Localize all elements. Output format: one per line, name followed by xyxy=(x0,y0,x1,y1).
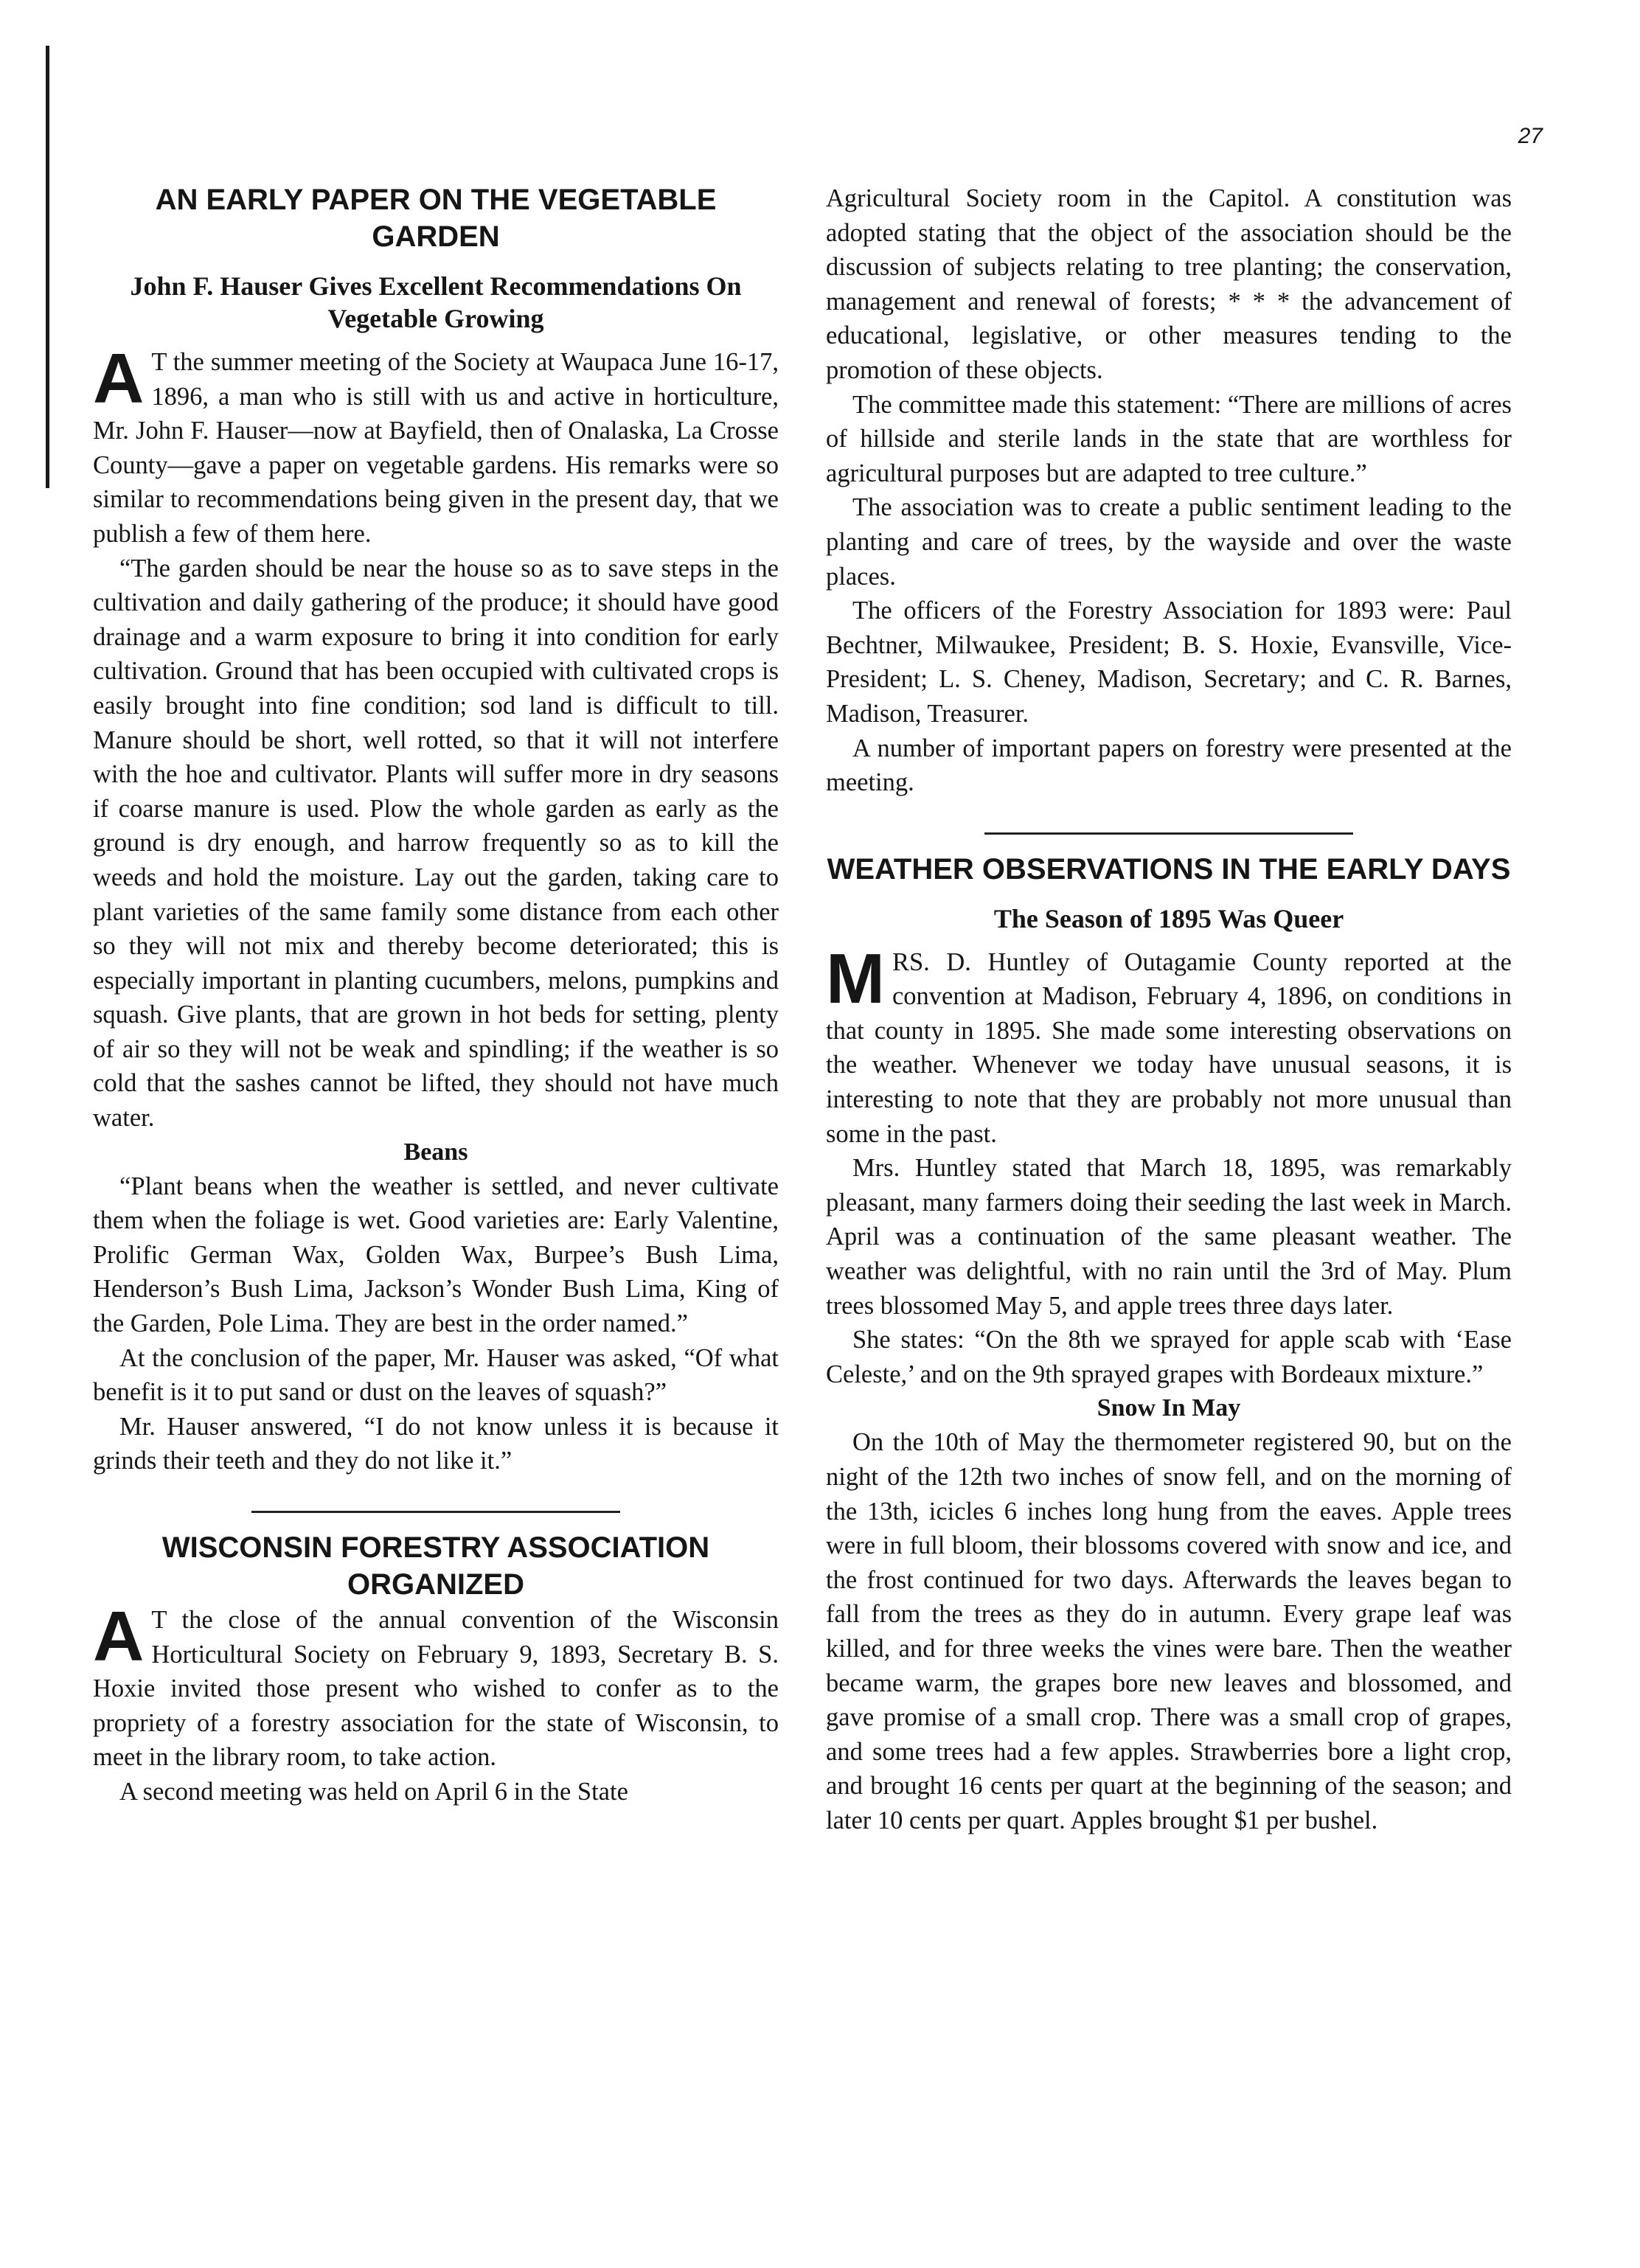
paragraph: A second meeting was held on April 6 in the State xyxy=(119,1777,628,1806)
section-heading-snow-in-may: Snow In May xyxy=(1097,1394,1241,1422)
paragraph: On the 10th of May the thermometer registered 90, but on the night of the 12th two inches of snow fell, and on the morning of the 13th, icicles 6 inches long hung from the eaves. Apple trees were in full bloom, their blossoms covered with snow and ice, and the frost continued for two days. Afterwards the leaves began to fall from the trees as they do in autumn. Every grape leaf was killed, and for three weeks the vines were bare. Then the weather became warm, the grapes bore new leaves and blossomed, and gave promise of a small crop. There was a small crop of grapes, and some trees had a few apples. Strawberries bore a light crop, and brought 16 cents per quart at the beginning of the season; and later 10 cents per quart. Apples brought $1 per bushel. xyxy=(826,1428,1512,1834)
section-heading-beans: Beans xyxy=(403,1138,468,1166)
drop-cap: A xyxy=(93,1597,145,1676)
section-divider xyxy=(251,1511,620,1513)
left-column xyxy=(93,181,779,1809)
article-title-forestry: WISCONSIN FORESTRY ASSOCIATION ORGANIZED xyxy=(161,1531,710,1601)
paragraph: Agricultural Society room in the Capitol. A constitution was adopted stating that the object of the association should be the discussion of subjects relating to tree planting; the conservation, management and renewal of forests; * * * the advancement of educational, legislative, or other measures tending to the promotion of these objects. xyxy=(826,184,1512,384)
paragraph: A number of important papers on forestry were presented at the meeting. xyxy=(826,734,1512,797)
paragraph: At the conclusion of the paper, Mr. Hauser was asked, “Of what benefit is it to put sand or dust on the leaves of squash?” xyxy=(93,1343,779,1407)
paragraph: Mrs. Huntley stated that March 18, 1895, was remarkably pleasant, many farmers doing their seeding the last week in March. April was a continuation of the same pleasant weather. The weather was delightful, with no rain until the 3rd of May. Plum trees blossomed May 5, and apple trees three days later. xyxy=(826,1154,1512,1320)
paragraph: A T the summer meeting of the Society at Waupaca June 16-17, 1896, a man who is still with us and active in horticulture, Mr. John F. Hauser—now at Bayfield, then of Onalaska, La Crosse County—gave a paper on vegetable gardens. His remarks were so similar to recommendations being given in the present day, that we publish a few of them here. xyxy=(93,339,779,548)
paragraph: “Plant beans when the weather is settled, and never cultivate them when the foliage is wet. Good varieties are: Early Valentine, Prolific German Wax, Golden Wax, Burpee’s Bush Lima, Henderson’s Bush Lima, Jackson’s Wonder Bush Lima, King of the Garden, Pole Lima. They are best in the order named.” xyxy=(93,1172,779,1338)
paragraph: “The garden should be near the house so as to save steps in the cultivation and daily gathering of the produce; it should have good drainage and a warm exposure to bring it into condition for early cultivation. Ground that has been occupied with cultivated crops is easily brought into fine condition; sod land is difficult to till. Manure should be short, well rotted, so that it will not interfere with the hoe and cultivator. Plants will suffer more in dry seasons if coarse manure is used. Plow the whole garden as early as the ground is dry enough, and harrow frequently so as to kill the weeds and hold the moisture. Lay out the garden, taking care to plant varieties of the same family some distance from each other so they will not mix and thereby become deteriorated; this is especially important in planting cucumbers, melons, pumpkins and squash. Give plants, that are grown in hot beds for setting, plenty of air so they will not be weak and spindling; if the weather is so cold that the sashes cannot be lifted, they should not have much water. xyxy=(93,554,779,1133)
page-number: 27 xyxy=(1518,124,1543,148)
article-title-vegetable-garden: AN EARLY PAPER ON THE VEGETABLE GARDEN xyxy=(155,184,717,253)
right-column xyxy=(826,181,1512,1838)
drop-cap: M xyxy=(826,939,885,1018)
article-title-weather: WEATHER OBSERVATIONS IN THE EARLY DAYS xyxy=(827,852,1511,886)
paragraph: The committee made this statement: “There are millions of acres of hillside and sterile lands in the state that are worthless for agricultural purposes but are adapted to tree culture.” xyxy=(826,390,1512,487)
section-divider xyxy=(984,832,1353,835)
article-subtitle-season: The Season of 1895 Was Queer xyxy=(993,903,1344,933)
drop-cap: A xyxy=(93,339,145,418)
paragraph: The officers of the Forestry Association for 1893 were: Paul Bechtner, Milwaukee, President; B. S. Hoxie, Evansville, Vice-President; L. S. Cheney, Madison, Secretary; and C. R. Barnes, Madison, Treasurer. xyxy=(826,596,1512,728)
paragraph: The association was to create a public sentiment leading to the planting and care of trees, by the wayside and over the waste places. xyxy=(826,493,1512,591)
article-subtitle-hauser: John F. Hauser Gives Excellent Recommendations On Vegetable Growing xyxy=(130,271,742,333)
margin-rule xyxy=(46,46,49,488)
paragraph: She states: “On the 8th we sprayed for apple scab with ‘Ease Celeste,’ and on the 9th sprayed grapes with Bordeaux mixture.” xyxy=(826,1326,1512,1388)
paragraph: A T the close of the annual convention of the Wisconsin Horticultural Society on February 9, 1893, Secretary B. S. Hoxie invited those present who wished to confer as to the propriety of a forestry association for the state of Wisconsin, to meet in the library room, to take action. xyxy=(93,1597,779,1772)
paragraph: Mr. Hauser answered, “I do not know unless it is because it grinds their teeth and they do not like it.” xyxy=(93,1412,779,1475)
paragraph: MRS. D. Huntley of Outagamie County reported at the convention at Madison, February 4, 1896, on conditions in that county in 1895. She made some interesting observations on the weather. Whenever we today have unusual seasons, it is interesting to note that they are probably not more unusual than some in the past. xyxy=(826,939,1512,1148)
